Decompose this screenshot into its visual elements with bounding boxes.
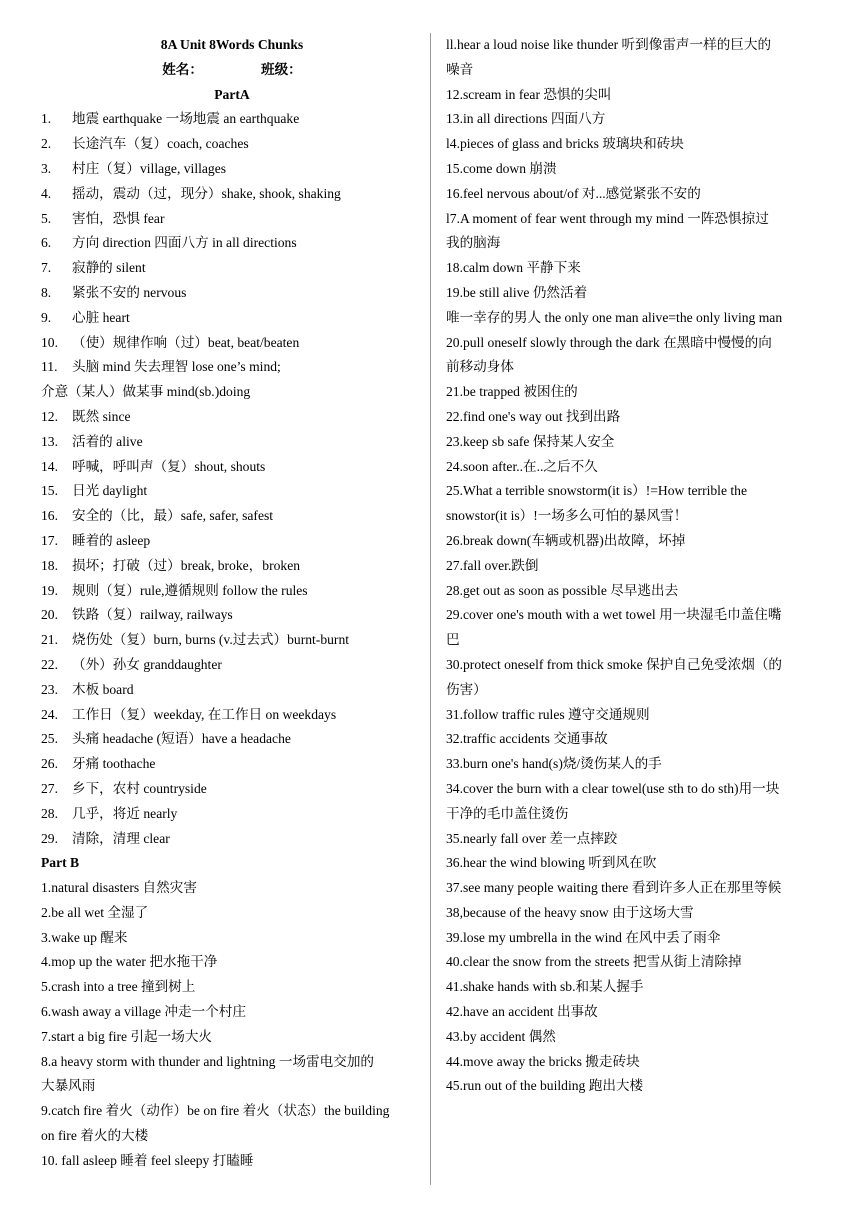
part-a-item	[41, 281, 423, 306]
item-text: 活着的 alive	[72, 433, 143, 449]
part-b-line: 38,because of the heavy snow 由于这场大雪	[446, 904, 694, 920]
item-text: 头脑 mind 失去理智 lose one’s mind;	[72, 359, 281, 375]
part-a-item	[41, 455, 423, 480]
part-b-line: 36.hear the wind blowing 听到风在吹	[446, 855, 657, 871]
part-a-item	[41, 802, 423, 827]
item-text: 害怕，恐惧 fear	[72, 210, 165, 226]
item-text: （外）孙女 granddaughter	[72, 656, 222, 672]
part-b-line: 43.by accident 偶然	[446, 1028, 556, 1044]
part-b-line: 29.cover one's mouth with a wet towel 用一块湿毛巾盖住嘴	[446, 607, 782, 623]
part-a-item	[41, 380, 423, 405]
part-a-item	[41, 306, 423, 331]
item-text: 牙痛 toothache	[72, 756, 156, 772]
part-b-line: 25.What a terrible snowstorm(it is）!=How terrible the	[446, 483, 747, 499]
part-b-line: snowstor(it is）!一场多么可怕的暴风雪！	[446, 508, 688, 524]
right-column	[446, 33, 830, 1099]
class-label: 班级：	[261, 61, 302, 77]
part-b-line: 7.start a big fire 引起一场大火	[41, 1028, 213, 1044]
item-number: 23.	[41, 681, 58, 697]
part-b-line: 44.move away the bricks 搬走砖块	[446, 1053, 640, 1069]
item-number: 21.	[41, 632, 58, 648]
part-b-line: 1.natural disasters 自然灾害	[41, 880, 197, 896]
part-b-line: 30.protect oneself from thick smoke 保护自己免受浓烟（的	[446, 656, 783, 672]
part-b-line: 37.see many people waiting there 看到许多人正在那里等候	[446, 880, 782, 896]
part-b-line: 32.traffic accidents 交通事故	[446, 731, 608, 747]
part-b-line: 13.in all directions 四面八方	[446, 111, 606, 127]
part-b-line: 我的脑海	[446, 235, 501, 251]
part-a-item	[41, 554, 423, 579]
item-number: 5.	[41, 210, 52, 226]
part-a-item	[41, 628, 423, 653]
item-text: 规则（复）rule,遵循规则 follow the rules	[72, 582, 308, 598]
part-b-line: 2.be all wet 全湿了	[41, 904, 149, 920]
part-a-item	[41, 157, 423, 182]
part-b-line: 12.scream in fear 恐惧的尖叫	[446, 86, 612, 102]
item-number: 11.	[41, 359, 58, 375]
left-column	[41, 33, 423, 1174]
part-a-item	[41, 207, 423, 232]
name-label: 姓名：	[162, 61, 203, 77]
part-b-line: 28.get out as soon as possible 尽早逃出去	[446, 582, 679, 598]
item-text: 紧张不安的 nervous	[72, 284, 187, 300]
item-number: 26.	[41, 756, 58, 772]
item-number: 4.	[41, 185, 52, 201]
item-number: 1.	[41, 111, 52, 127]
part-b-line: 24.soon after..在..之后不久	[446, 458, 598, 474]
part-b-line: 6.wash away a village 冲走一个村庄	[41, 1004, 246, 1020]
item-number: 19.	[41, 582, 58, 598]
item-text: 损坏；打破（过）break, broke，broken	[72, 557, 301, 573]
item-text: 头痛 headache (短语）have a headache	[72, 731, 291, 747]
page-title: 8A Unit 8Words Chunks	[160, 37, 304, 52]
part-b-line: 巴	[446, 632, 460, 648]
part-a-item	[41, 430, 423, 455]
item-text: 摇动，震动（过，现分）shake, shook, shaking	[72, 185, 341, 201]
part-b-line: 22.find one's way out 找到出路	[446, 408, 621, 424]
part-b-line: 15.come down 崩溃	[446, 160, 557, 176]
item-text: 长途汽车（复）coach, coaches	[72, 136, 249, 152]
part-b-line: 39.lose my umbrella in the wind 在风中丢了雨伞	[446, 929, 721, 945]
item-text: 木板 board	[72, 681, 134, 697]
part-a-item	[41, 653, 423, 678]
part-b-line: 4.mop up the water 把水拖干净	[41, 954, 218, 970]
student-info-fields	[41, 58, 423, 83]
part-a-item	[41, 132, 423, 157]
part-a-item	[41, 827, 423, 852]
item-number: 8.	[41, 284, 52, 300]
item-number: 22.	[41, 656, 58, 672]
part-a-item	[41, 107, 423, 132]
item-text: 安全的（比，最）safe, safer, safest	[72, 508, 274, 524]
item-number: 12.	[41, 408, 58, 424]
part-b-line: 大暴风雨	[41, 1078, 96, 1094]
item-text: 烧伤处（复）burn, burns (v.过去式）burnt-burnt	[72, 632, 350, 648]
part-b-line: 27.fall over.跌倒	[446, 557, 539, 573]
item-number: 2.	[41, 136, 52, 152]
item-number: 10.	[41, 334, 58, 350]
item-text: 方向 direction 四面八方 in all directions	[72, 235, 297, 251]
part-a-item	[41, 529, 423, 554]
part-b-line: 42.have an accident 出事故	[446, 1004, 598, 1020]
item-number: 17.	[41, 532, 58, 548]
item-text: 心脏 heart	[72, 309, 130, 325]
item-number: 16.	[41, 508, 58, 524]
item-number: 15.	[41, 483, 58, 499]
part-a-item	[41, 479, 423, 504]
part-a-item	[41, 355, 423, 380]
item-text: 铁路（复）railway, railways	[72, 607, 233, 623]
part-b-line: 3.wake up 醒来	[41, 929, 128, 945]
item-number: 7.	[41, 260, 52, 276]
part-a-item	[41, 603, 423, 628]
item-text: 几乎，将近 nearly	[72, 805, 178, 821]
item-text: 乡下，农村 countryside	[72, 780, 207, 796]
item-number: 9.	[41, 309, 52, 325]
part-b-line: 31.follow traffic rules 遵守交通规则	[446, 706, 650, 722]
item-number: 20.	[41, 607, 58, 623]
item-text: （使）规律作响（过）beat, beat/beaten	[72, 334, 300, 350]
part-b-line: 45.run out of the building 跑出大楼	[446, 1078, 644, 1094]
item-text: 呼喊，呼叫声（复）shout, shouts	[72, 458, 266, 474]
item-text: 工作日（复）weekday, 在工作日 on weekdays	[72, 706, 337, 722]
part-a-item	[41, 504, 423, 529]
part-b-line: l7.A moment of fear went through my mind 一阵恐惧掠过	[446, 210, 769, 226]
item-number: 18.	[41, 557, 58, 573]
part-b-line: 8.a heavy storm with thunder and lightning 一场雷电交加的	[41, 1053, 375, 1069]
item-text: 村庄（复）village, villages	[72, 160, 227, 176]
item-text: 寂静的 silent	[72, 260, 146, 276]
item-number: 6.	[41, 235, 52, 251]
part-b-heading: Part B	[41, 855, 80, 871]
part-b-line: 23.keep sb safe 保持某人安全	[446, 433, 615, 449]
item-text: 日光 daylight	[72, 483, 148, 499]
part-b-line: 9.catch fire 着火（动作）be on fire 着火（状态）the building	[41, 1103, 390, 1119]
item-text: 介意（某人）做某事 mind(sb.)doing	[41, 384, 251, 400]
part-b-line: 40.clear the snow from the streets 把雪从街上清除掉	[446, 954, 742, 970]
part-a-item	[41, 182, 423, 207]
part-a-item	[41, 231, 423, 256]
part-b-list-right	[446, 33, 830, 1099]
item-text: 清除，清理 clear	[72, 830, 170, 846]
item-number: 3.	[41, 160, 52, 176]
part-b-line: 5.crash into a tree 撞到树上	[41, 979, 196, 995]
part-a-item	[41, 678, 423, 703]
part-a-heading: PartA	[214, 86, 250, 102]
part-b-line: 41.shake hands with sb.和某人握手	[446, 979, 644, 995]
part-b-line: 20.pull oneself slowly through the dark 在黑暗中慢慢的向	[446, 334, 772, 350]
part-a-item	[41, 727, 423, 752]
part-b-line: 噪音	[446, 61, 474, 77]
part-b-line: 19.be still alive 仍然活着	[446, 284, 588, 300]
part-a-item	[41, 256, 423, 281]
item-text: 既然 since	[72, 408, 131, 424]
part-b-line: ll.hear a loud noise like thunder 听到像雷声一样的巨大的	[446, 37, 772, 52]
part-b-line: 33.burn one's hand(s)烧/烫伤某人的手	[446, 756, 662, 772]
part-b-line: l4.pieces of glass and bricks 玻璃块和砖块	[446, 136, 684, 152]
part-a-item	[41, 331, 423, 356]
item-number: 14.	[41, 458, 58, 474]
part-b-line: 16.feel nervous about/of 对...感觉紧张不安的	[446, 185, 701, 201]
part-b-line: 前移动身体	[446, 359, 514, 375]
part-a-item	[41, 703, 423, 728]
item-number: 25.	[41, 731, 58, 747]
item-number: 29.	[41, 830, 58, 846]
item-number: 28.	[41, 805, 58, 821]
part-b-line: 18.calm down 平静下来	[446, 260, 581, 276]
part-b-line: 唯一幸存的男人 the only one man alive=the only living man	[446, 309, 783, 325]
part-a-item	[41, 777, 423, 802]
part-b-line: on fire 着火的大楼	[41, 1128, 149, 1144]
part-a-item	[41, 405, 423, 430]
part-b-line: 34.cover the burn with a clear towel(use sth to do sth)用一块	[446, 780, 780, 796]
part-b-line: 伤害）	[446, 681, 487, 697]
item-number: 24.	[41, 706, 58, 722]
part-b-line: 21.be trapped 被困住的	[446, 384, 578, 400]
part-a-list	[41, 107, 423, 851]
part-b-line: 10. fall asleep 睡着 feel sleepy 打瞌睡	[41, 1152, 254, 1168]
item-text: 睡着的 asleep	[72, 532, 151, 548]
column-divider	[430, 33, 431, 1185]
item-number: 13.	[41, 433, 58, 449]
part-b-line: 35.nearly fall over 差一点摔跤	[446, 830, 618, 846]
part-b-line: 26.break down(车辆或机器)出故障，坏掉	[446, 532, 686, 548]
part-b-list-left	[41, 876, 423, 1174]
part-a-item	[41, 579, 423, 604]
part-a-item	[41, 752, 423, 777]
part-b-line: 干净的毛巾盖住烫伤	[446, 805, 569, 821]
item-number: 27.	[41, 780, 58, 796]
item-text: 地震 earthquake 一场地震 an earthquake	[72, 111, 300, 127]
